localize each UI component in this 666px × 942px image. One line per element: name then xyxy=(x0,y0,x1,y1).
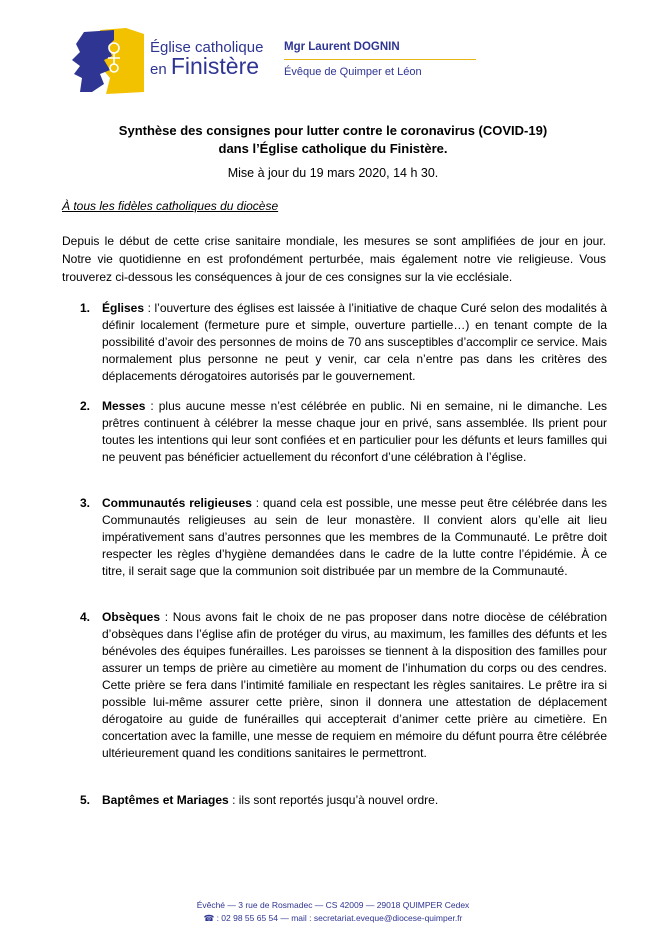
footer-contact xyxy=(0,912,666,925)
phone-icon: ☎ xyxy=(203,913,215,923)
intro-paragraph: Depuis le début de cette crise sanitaire mondiale, les mesures se sont amplifiées de jour en jour. Notre vie quotidienne en est profondément perturbée, mais également notre vie religieuse. Vous trouverez ci-dessous les conséquences à jour de ces consignes sur la vie ecclésiale. xyxy=(62,234,606,284)
list-item xyxy=(102,609,607,762)
item-number: 2. xyxy=(80,399,91,413)
footer-address: Évêché — 3 rue de Rosmadec — CS 42009 — 29018 QUIMPER Cedex xyxy=(196,900,470,910)
item-heading: Messes xyxy=(102,399,146,413)
item-text: : l’ouverture des églises est laissée à l’initiative de chaque Curé selon des modalités à définir localement (fermeture pure et simple, ouverture partielle…) en tenant compte de la possibilité d’avoir des personnes de moins de 70 ans susceptibles d’accomplir ce service. Mais normalement plus personne ne peut y venir, car cela n’entre pas dans les critères des déplacements dérogatoires autorisés par le gouvernement. xyxy=(102,301,607,383)
item-heading: Baptêmes et Mariages xyxy=(102,793,229,807)
document-title-line1: Synthèse des consignes pour lutter contre le coronavirus (COVID-19) xyxy=(118,123,548,138)
item-number: 3. xyxy=(80,496,91,510)
bishop-name: Mgr Laurent DOGNIN xyxy=(284,40,476,60)
logo-text xyxy=(150,40,263,80)
item-text: : plus aucune messe n’est célébrée en public. Ni en semaine, ni le dimanche. Les prêtres continuent à célébrer la messe chaque jour en privé, sans assemblée. Ils prient pour toutes les intentions qui leur sont confiées et en particulier pour les défunts et leurs familles qui ne peuvent pas bénéficier actuellement du réconfort d’une célébration à l’église. xyxy=(102,399,607,464)
bishop-block xyxy=(284,40,476,79)
item-text: : Nous avons fait le choix de ne pas proposer dans notre diocèse de célébration d’obsèques dans l’église afin de protéger du virus, au maximum, les familles des défunts et les bénévoles des équipes funérailles. Les paroisses se tiennent à la disposition des familles pour assurer un temps de prière au cimetière au moment de l’inhumation du corps ou des cendres. Cette prière se fera dans l’intimité familiale en respectant les règles sanitaires. Le prêtre ira si possible lui-même assurer cette prière, sinon il donnera une attestation de déplacement dérogatoire au guide de funérailles qui accepterait d’animer cette prière au cimetière. En concertation avec la famille, une messe de requiem en mémoire du défunt pourra être célébrée ultérieurement quand les conditions sanitaires le permettront. xyxy=(102,610,607,760)
logo-line2 xyxy=(150,53,263,80)
item-text: : quand cela est possible, une messe peut être célébrée dans les Communautés religieuses au sein de leur monastère. Il convient alors qu’elle ait lieu impérativement sans d’autres personnes que les membres de la Communauté. Le prêtre doit respecter les règles d’hygiène demandées dans le cadre de la lutte contre l’épidémie. À ce titre, il serait sage que la communion soit distribuée par un membre de la Communauté. xyxy=(102,496,607,578)
item-number: 4. xyxy=(80,610,91,624)
salutation: À tous les fidèles catholiques du diocèse xyxy=(62,199,279,213)
item-heading: Églises xyxy=(102,301,145,315)
diocese-logo xyxy=(70,20,264,100)
item-number: 5. xyxy=(80,793,91,807)
item-text: : ils sont reportés jusqu’à nouvel ordre. xyxy=(228,793,439,807)
list-item xyxy=(102,398,607,466)
footer-contact-text: : 02 98 55 65 54 — mail : secretariat.eveque@diocese-quimper.fr xyxy=(216,913,463,923)
logo-line2-small: en xyxy=(150,61,167,78)
item-number: 1. xyxy=(80,301,91,315)
list-item xyxy=(102,495,607,580)
list-item xyxy=(102,792,607,809)
document-title-line2: dans l’Église catholique du Finistère. xyxy=(218,141,448,156)
logo-line1: Église catholique xyxy=(150,39,264,56)
item-heading: Communautés religieuses xyxy=(102,496,252,510)
logo-line2-big: Finistère xyxy=(170,53,260,79)
list-item xyxy=(102,300,607,385)
bishop-title: Évêque de Quimper et Léon xyxy=(284,66,422,78)
update-date: Mise à jour du 19 mars 2020, 14 h 30. xyxy=(227,166,439,180)
item-heading: Obsèques xyxy=(102,610,161,624)
finistere-logo-icon xyxy=(70,26,148,96)
